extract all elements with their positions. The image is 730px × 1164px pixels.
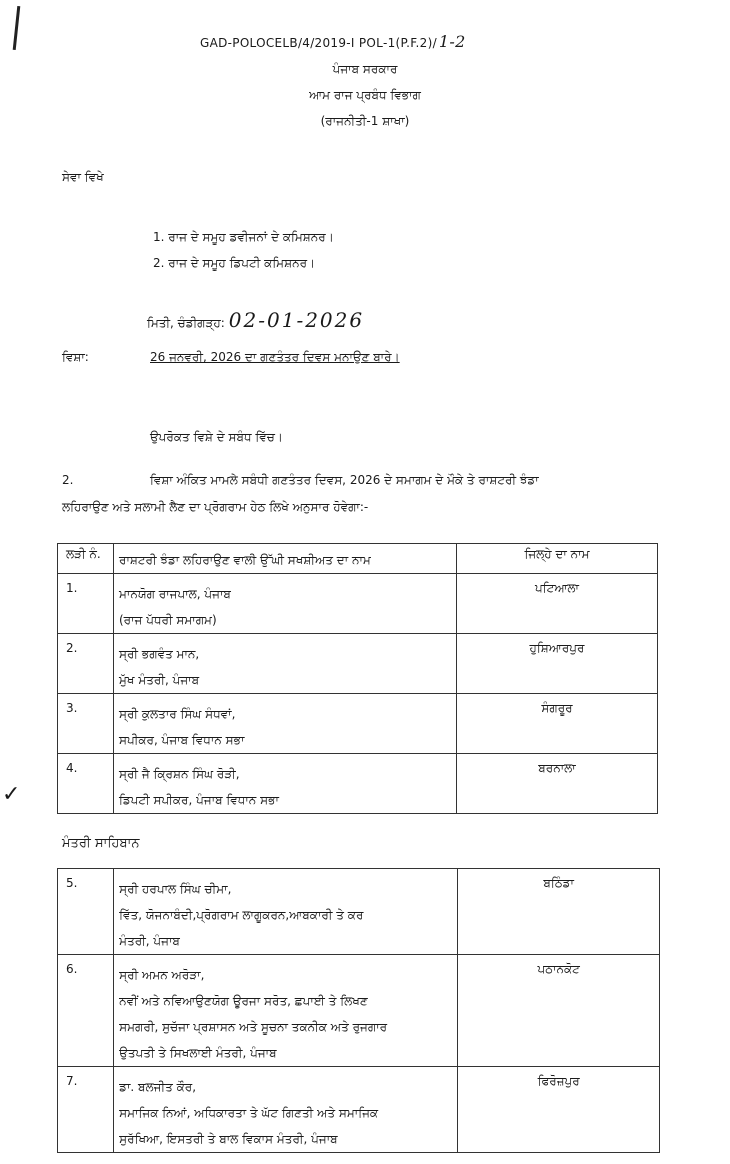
date-handwritten: 02-01-2026 [228,308,365,332]
row-name-line: ਡਿਪਟੀ ਸਪੀਕਰ, ਪੰਜਾਬ ਵਿਧਾਨ ਸਭਾ [119,793,279,807]
row-name-line: ਡਾ. ਬਲਜੀਤ ਕੌਰ, [119,1080,197,1094]
date-line [147,308,364,332]
table-row [58,574,658,634]
row-district: ਬਠਿੰਡਾ [458,869,660,955]
paragraph-line-1: ਵਿਸ਼ਾ ਅੰਕਿਤ ਮਾਮਲੇ ਸਬੰਧੀ ਗਣਤੰਤਰ ਦਿਵਸ, 2026 ਦੇ ਸਮਾਗਮ ਦੇ ਮੌਕੇ ਤੇ ਰਾਸ਼ਟਰੀ ਝੰਡਾ [150,473,539,487]
department-heading: ਆਮ ਰਾਜ ਪ੍ਰਬੰਧ ਵਿਭਾਗ [309,88,421,102]
row-name-cell [114,694,457,754]
paragraph-number: 2. [62,473,74,487]
subject-label: ਵਿਸ਼ਾ: [62,350,89,364]
row-name-line: ਮੰਤਰੀ, ਪੰਜਾਬ [119,934,180,948]
row-serial: 4. [58,754,114,814]
row-name-cell [114,869,458,955]
branch-heading: (ਰਾਜਨੀਤੀ-1 ਸ਼ਾਖਾ) [320,114,410,128]
row-name-line: ਉਤਪਤੀ ਤੇ ਸਿਖਲਾਈ ਮੰਤਰੀ, ਪੰਜਾਬ [119,1046,277,1060]
row-serial: 3. [58,694,114,754]
government-heading: ਪੰਜਾਬ ਸਰਕਾਰ [332,62,398,76]
row-name-cell [114,634,457,694]
row-name-line: ਨਵੀਂ ਅਤੇ ਨਵਿਆਉਣਯੋਗ ਊਰਜਾ ਸਰੋਤ, ਛਪਾਈ ਤੇ ਲਿਖਣ [119,994,368,1008]
date-label: ਮਿਤੀ, ਚੰਡੀਗੜ੍ਹ: [147,316,225,330]
check-mark-icon: ✓ [2,782,21,807]
table-row [58,694,658,754]
row-district: ਪਠਾਨਕੋਟ [458,955,660,1067]
row-serial: 6. [58,955,114,1067]
dignitaries-table [57,543,658,814]
row-name-line: ਸਪੀਕਰ, ਪੰਜਾਬ ਵਿਧਾਨ ਸਭਾ [119,733,245,747]
row-name-cell [114,955,458,1067]
row-name-line: ਸ੍ਰੀ ਜੈ ਕ੍ਰਿਸ਼ਨ ਸਿੰਘ ਰੋੜੀ, [119,767,240,781]
subject-text: 26 ਜਨਵਰੀ, 2026 ਦਾ ਗਣਤੰਤਰ ਦਿਵਸ ਮਨਾਉਣ ਬਾਰੇ। [150,350,400,364]
table-row [58,754,658,814]
table-row [58,1067,660,1153]
table-row [58,955,660,1067]
table-header-row [58,544,658,574]
row-name-line: ਸਮਗਰੀ, ਸੁਚੱਜਾ ਪ੍ਰਸ਼ਾਸਨ ਅਤੇ ਸੂਚਨਾ ਤਕਨੀਕ ਅਤੇ ਰੁਜਗਾਰ [119,1020,388,1034]
row-name-line: (ਰਾਜ ਪੱਧਰੀ ਸਮਾਗਮ) [119,613,217,627]
reference-number [200,32,466,51]
margin-pen-mark [13,6,21,50]
row-district: ਫਿਰੋਜ਼ਪੁਰ [458,1067,660,1153]
header-serial: ਲੜੀ ਨੰ. [58,544,114,574]
paragraph-line-2: ਲਹਿਰਾਉਣ ਅਤੇ ਸਲਾਮੀ ਲੈਣ ਦਾ ਪ੍ਰੋਗਰਾਮ ਹੇਠ ਲਿਖੇ ਅਨੁਸਾਰ ਹੋਵੇਗਾ:- [62,500,369,514]
row-name-line: ਸਮਾਜਿਕ ਨਿਆਂ, ਅਧਿਕਾਰਤਾ ਤੇ ਘੱਟ ਗਿਣਤੀ ਅਤੇ ਸਮਾਜਿਕ [119,1106,379,1120]
reference-number-text: GAD-POLOCELB/4/2019-I POL-1(P.F.2)/ [200,36,437,50]
reference-handwritten: 1-2 [438,32,466,51]
row-district: ਹੁਸ਼ਿਆਰਪੁਰ [457,634,658,694]
row-name-line: ਮੁੱਖ ਮੰਤਰੀ, ਪੰਜਾਬ [119,673,200,687]
row-name-line: ਸ੍ਰੀ ਭਗਵੰਤ ਮਾਨ, [119,647,200,661]
row-serial: 2. [58,634,114,694]
row-name-line: ਸ੍ਰੀ ਅਮਨ ਅਰੋੜਾ, [119,968,205,982]
seva-vikhe-label: ਸੇਵਾ ਵਿਖੇ [62,170,104,184]
row-name-line: ਸੁਰੱਖਿਆ, ਇਸਤਰੀ ਤੇ ਬਾਲ ਵਿਕਾਸ ਮੰਤਰੀ, ਪੰਜਾਬ [119,1132,338,1146]
reference-line: ਉਪਰੋਕਤ ਵਿਸ਼ੇ ਦੇ ਸਬੰਧ ਵਿੱਚ। [150,430,283,444]
row-name-cell [114,574,457,634]
row-district: ਬਰਨਾਲਾ [457,754,658,814]
table-row [58,869,660,955]
row-name-line: ਵਿੱਤ, ਯੋਜਨਾਬੰਦੀ,ਪ੍ਰੋਗਰਾਮ ਲਾਗੂਕਰਨ,ਆਬਕਾਰੀ ਤੇ ਕਰ [119,908,364,922]
row-name-line: ਮਾਨਯੋਗ ਰਾਜਪਾਲ, ਪੰਜਾਬ [119,587,231,601]
header-name: ਰਾਸ਼ਟਰੀ ਝੰਡਾ ਲਹਿਰਾਉਣ ਵਾਲੀ ਉੱਘੀ ਸਖਸ਼ੀਅਤ ਦਾ ਨਾਮ [114,544,457,574]
row-name-cell [114,1067,458,1153]
ministers-section-title: ਮੰਤਰੀ ਸਾਹਿਬਾਨ [62,836,140,851]
row-district: ਸੰਗਰੂਰ [457,694,658,754]
addressee-1: 1. ਰਾਜ ਦੇ ਸਮੂਹ ਡਵੀਜਨਾਂ ਦੇ ਕਮਿਸ਼ਨਰ। [153,230,334,244]
row-district: ਪਟਿਆਲਾ [457,574,658,634]
row-serial: 7. [58,1067,114,1153]
row-serial: 5. [58,869,114,955]
addressee-2: 2. ਰਾਜ ਦੇ ਸਮੂਹ ਡਿਪਟੀ ਕਮਿਸ਼ਨਰ। [153,256,316,270]
row-name-line: ਸ੍ਰੀ ਕੁਲਤਾਰ ਸਿੰਘ ਸੰਧਵਾਂ, [119,707,236,721]
table-row [58,634,658,694]
row-serial: 1. [58,574,114,634]
row-name-cell [114,754,457,814]
header-district: ਜਿਲ੍ਹੇ ਦਾ ਨਾਮ [457,544,658,574]
row-name-line: ਸ੍ਰੀ ਹਰਪਾਲ ਸਿੰਘ ਚੀਮਾ, [119,882,232,896]
ministers-table [57,868,660,1153]
